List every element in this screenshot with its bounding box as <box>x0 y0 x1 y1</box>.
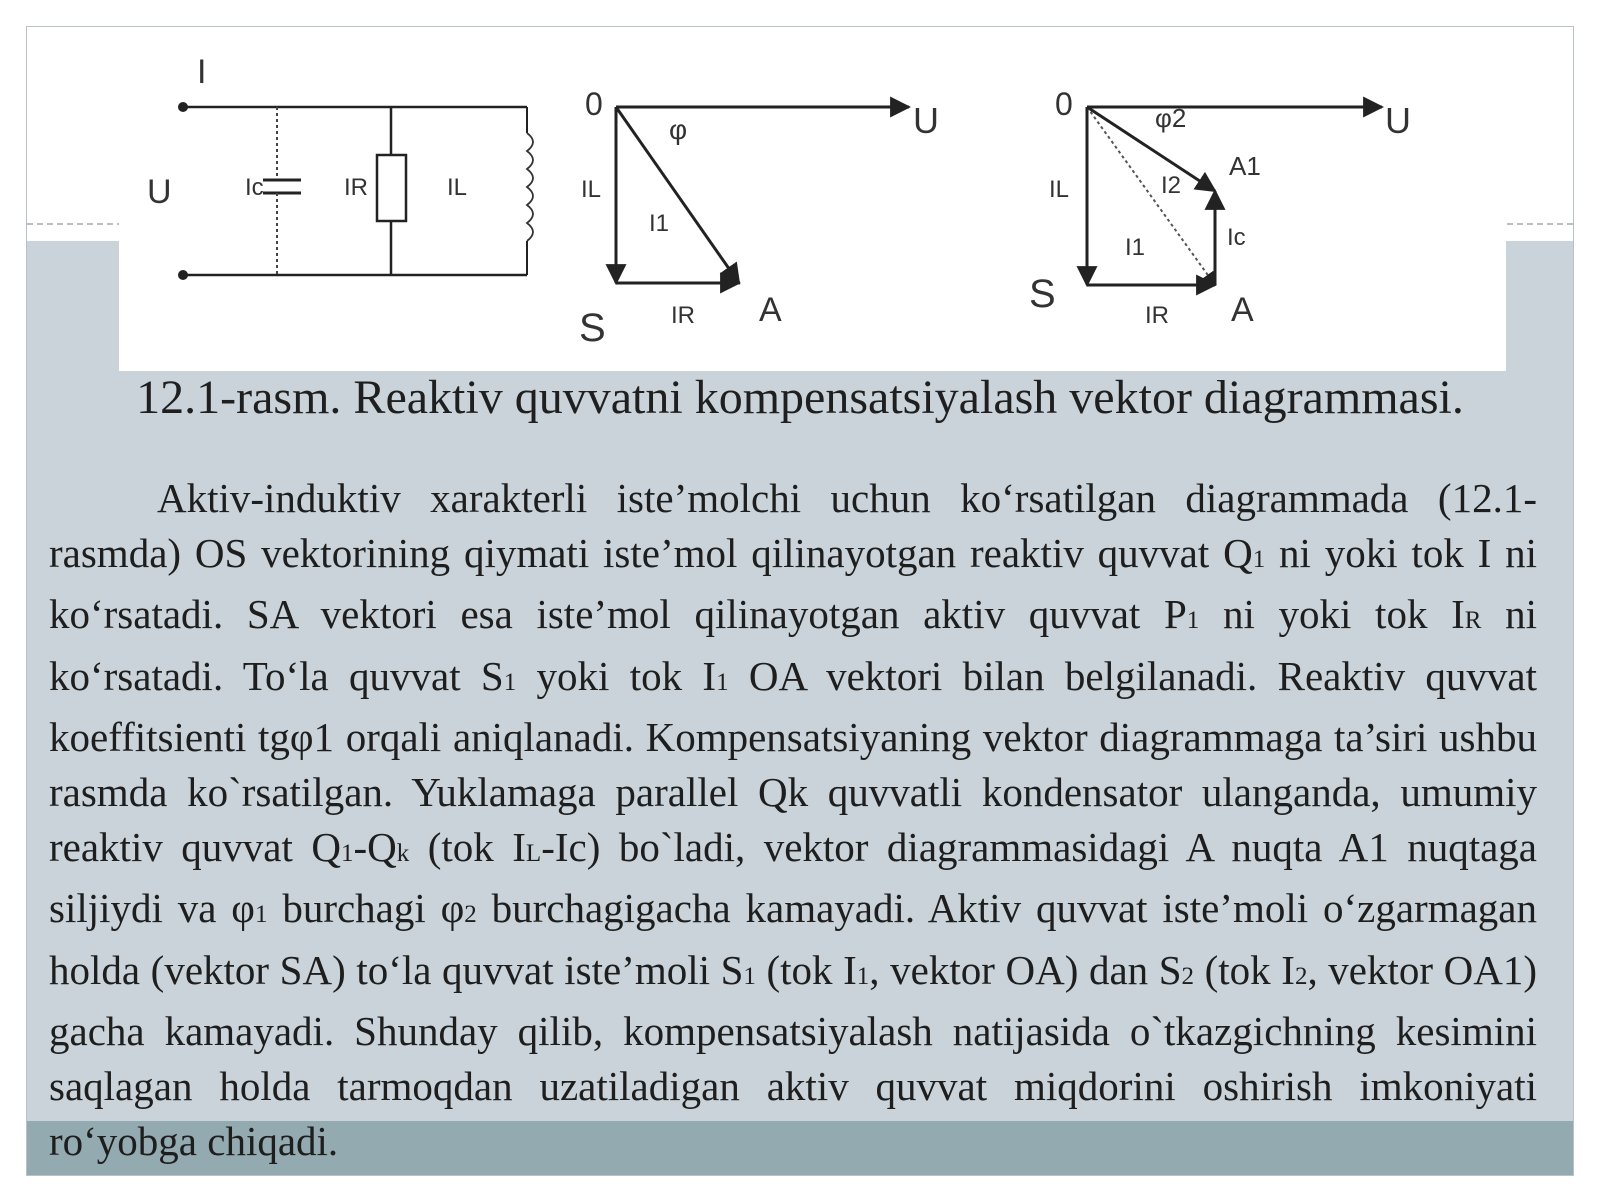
d2-ic-label: Ic <box>1227 224 1246 251</box>
body-paragraph <box>49 471 1537 1169</box>
text-run: -Q <box>353 824 397 871</box>
d1-origin-label: 0 <box>585 86 603 122</box>
d2-point-a1-label: A1 <box>1229 151 1261 181</box>
inductor-current-label: IL <box>447 174 468 201</box>
text-run: , vektor OA1) gacha kamayadi. Shunday qilib, kompensatsiyalash natijasida o`tkazgichning kesimini saqlagan holda tarmoqdan uzatiladigan aktiv quvvat miqdorini oshirish imkoniyati ro‘yobga chiqadi. <box>49 946 1537 1165</box>
text-run: ni yoki tok I <box>1199 591 1465 638</box>
d2-angle-label: φ2 <box>1155 103 1187 133</box>
d1-il-label: IL <box>581 176 602 203</box>
d2-compensated-current-vector <box>1087 107 1215 191</box>
d2-point-a-label: A <box>1231 291 1254 329</box>
d1-point-a-label: A <box>759 291 782 329</box>
subscript: 2 <box>1181 962 1195 990</box>
d1-voltage-label: U <box>913 100 939 141</box>
d2-i1-label: I1 <box>1125 234 1146 261</box>
text-run: burchagigacha kamayadi. Aktiv quvvat iste’moli o‘zgarmagan holda (vektor SA) to‘la quvvat iste’moli S <box>49 885 1537 993</box>
subscript: 1 <box>254 901 268 929</box>
subscript: L <box>525 840 542 868</box>
text-run: ni yoki tok I ni ko‘rsatadi. SA vektori esa iste’mol qilinayotgan aktiv quvvat P <box>49 530 1538 638</box>
d2-voltage-label: U <box>1385 100 1411 141</box>
subscript: 1 <box>341 840 354 868</box>
text-run: ni ko‘rsatadi. To‘la quvvat S <box>49 591 1538 699</box>
parallel-circuit <box>147 53 533 280</box>
figure-caption: 12.1-rasm. Reaktiv quvvatni kompensatsiyalash vektor diagrammasi. <box>136 371 1464 424</box>
vector-diagram-2 <box>1029 86 1411 329</box>
vector-diagram-1 <box>579 86 939 350</box>
subscript: 2 <box>464 901 477 929</box>
subscript: k <box>396 840 410 868</box>
d2-origin-label: 0 <box>1055 86 1073 122</box>
subscript: R <box>1464 607 1482 635</box>
text-run: yoki tok I <box>516 652 717 699</box>
text-run: OA vektori bilan belgilanadi. Reaktiv quvvat koeffitsienti tgφ1 orqali aniqlanadi. Kompensatsiyaning vektor diagrammaga ta’siri ushbu rasmda ko`rsatilgan. Yuklamaga parallel Qk quvvatli kondensator ulanganda, umumiy reaktiv quvvat Q <box>49 652 1538 871</box>
d1-i1-label: I1 <box>649 210 670 237</box>
subscript: 1 <box>743 962 756 990</box>
vector-diagram-figure <box>119 35 1506 371</box>
subscript: 2 <box>1294 962 1308 990</box>
subscript: 1 <box>1252 546 1266 574</box>
text-run: -Ic) bo`ladi, vektor diagrammasidagi A nuqta A1 nuqtaga siljiydi va φ <box>49 824 1537 932</box>
d2-i2-label: I2 <box>1161 172 1182 199</box>
slide <box>26 26 1574 1176</box>
text-run: Aktiv-induktiv xarakterli iste’molchi uchun ko‘rsatilgan diagrammada (12.1-rasmda) OS vektorining qiymati iste’mol qilinayotgan reaktiv quvvat Q <box>49 475 1537 577</box>
d2-point-s-label: S <box>1029 272 1056 316</box>
d2-total-current-vector <box>1087 107 1215 285</box>
text-run: (tok I <box>1194 946 1295 993</box>
subscript: 1 <box>856 962 870 990</box>
subscript: 1 <box>716 668 729 696</box>
text-run: burchagi φ <box>267 885 465 932</box>
d1-ir-label: IR <box>671 302 695 329</box>
d1-point-s-label: S <box>579 306 606 350</box>
text-run: , vektor OA) dan S <box>869 946 1182 993</box>
inductor-coil <box>527 133 533 241</box>
text-run: (tok I <box>755 946 857 993</box>
resistor-current-label: IR <box>344 174 368 201</box>
subscript: 1 <box>1186 607 1200 635</box>
circuit-voltage-label: U <box>147 173 172 211</box>
resistor-symbol <box>377 155 406 221</box>
d2-ir-label: IR <box>1145 302 1169 329</box>
d2-il-label: IL <box>1049 176 1070 203</box>
subscript: 1 <box>503 668 517 696</box>
capacitor-current-label: Ic <box>245 174 264 201</box>
d1-angle-label: φ <box>669 114 688 145</box>
circuit-current-label: I <box>197 53 207 91</box>
figure-svg <box>119 35 1506 371</box>
text-run: (tok I <box>409 824 526 871</box>
